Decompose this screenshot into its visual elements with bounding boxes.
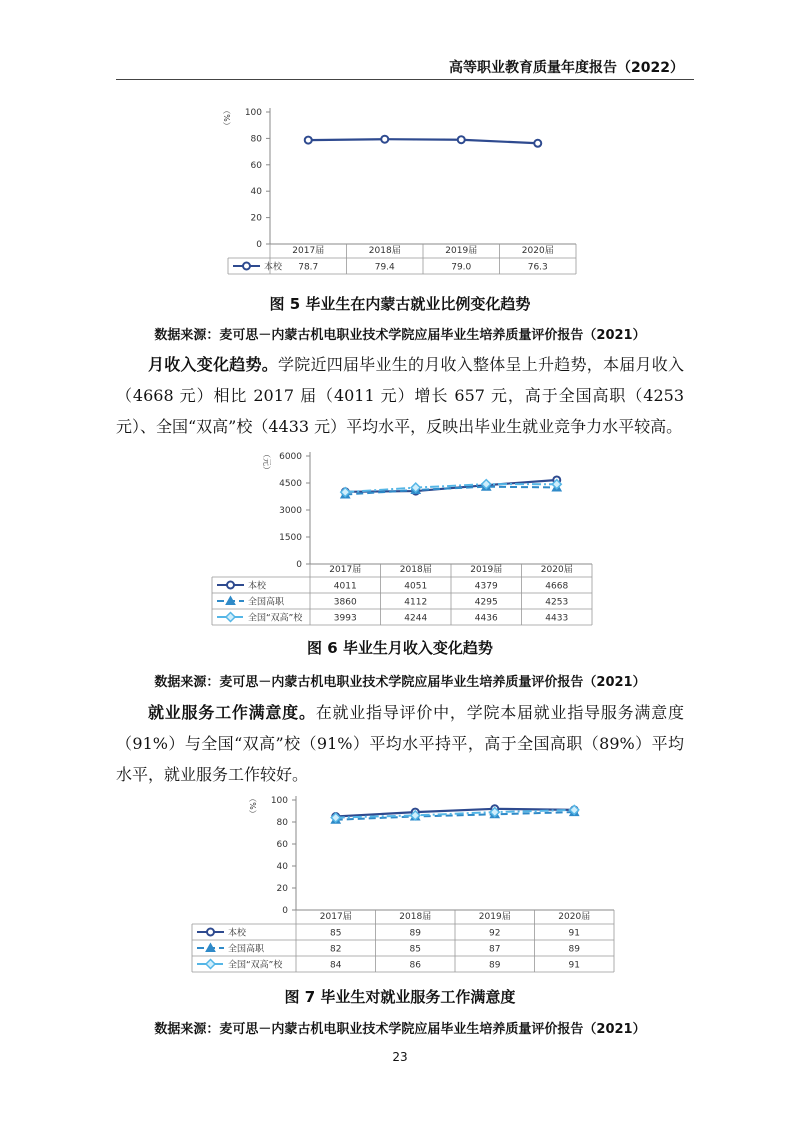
y-unit-label: （%） bbox=[248, 794, 257, 818]
x-category-label: 2019届 bbox=[478, 912, 511, 922]
x-category-label: 2017届 bbox=[292, 246, 325, 256]
paragraph-service-satisfaction bbox=[116, 697, 684, 790]
y-tick-label: 1500 bbox=[279, 533, 302, 543]
data-point bbox=[458, 136, 465, 143]
legend-series-name: 本校 bbox=[248, 581, 267, 592]
data-value-label: 79.4 bbox=[374, 262, 395, 273]
paragraph-monthly-income bbox=[116, 349, 684, 442]
data-value-label: 4295 bbox=[474, 597, 498, 608]
paragraph-text: 在就业指导评价中，学院本届就业指导服务满意度（91%）与全国“双高”校（91%）平均水平持平，高于全国高职（89%）平均水平，就业服务工作较好。 bbox=[116, 703, 684, 784]
y-tick-label: 100 bbox=[244, 108, 262, 118]
legend-series-name: 本校 bbox=[264, 262, 283, 273]
data-value-label: 4433 bbox=[545, 613, 569, 624]
y-unit-label: （%） bbox=[222, 106, 231, 130]
data-value-label: 89 bbox=[489, 960, 501, 971]
data-value-label: 3993 bbox=[333, 613, 357, 624]
figure-6-caption: 图 6 毕业生月收入变化趋势 bbox=[307, 639, 493, 657]
data-value-label: 85 bbox=[330, 928, 342, 939]
data-value-label: 4051 bbox=[404, 581, 428, 592]
paragraph-lead: 就业服务工作满意度。 bbox=[148, 703, 316, 722]
y-tick-label: 20 bbox=[250, 213, 262, 224]
legend-swatch-marker bbox=[243, 263, 250, 270]
legend-series-name: 本校 bbox=[228, 928, 247, 939]
y-tick-label: 20 bbox=[276, 884, 288, 894]
data-value-label: 82 bbox=[330, 944, 342, 955]
data-value-label: 84 bbox=[330, 960, 342, 971]
series-line bbox=[308, 139, 538, 143]
figure-5-source: 数据来源：麦可思－内蒙古机电职业技术学院应届毕业生培养质量评价报告（2021） bbox=[154, 328, 646, 343]
data-value-label: 86 bbox=[409, 960, 421, 971]
page-number: 23 bbox=[392, 1050, 408, 1064]
data-value-label: 91 bbox=[568, 928, 580, 939]
legend-series-name: 全国“双高”校 bbox=[228, 960, 283, 971]
paragraph-text: 学院近四届毕业生的月收入整体呈上升趋势，本届月收入（4668 元）相比 2017 届（4011 元）增长 657 元，高于全国高职（4253 元）、全国“双高”校（4433 元）平均水平，反映出毕业生就业竞争力水平较高。 bbox=[116, 355, 684, 436]
data-value-label: 78.7 bbox=[298, 262, 319, 273]
x-category-label: 2018届 bbox=[368, 246, 401, 256]
data-value-label: 87 bbox=[489, 944, 501, 955]
data-value-label: 4244 bbox=[404, 613, 428, 624]
data-point bbox=[305, 137, 312, 144]
legend-swatch-marker bbox=[207, 929, 214, 936]
x-category-label: 2017届 bbox=[329, 565, 362, 575]
data-value-label: 4379 bbox=[474, 581, 498, 592]
figure-6-source: 数据来源：麦可思－内蒙古机电职业技术学院应届毕业生培养质量评价报告（2021） bbox=[154, 675, 646, 690]
x-category-label: 2020届 bbox=[521, 246, 554, 256]
legend-swatch-marker bbox=[226, 613, 235, 622]
y-tick-label: 60 bbox=[250, 160, 262, 171]
data-value-label: 91 bbox=[568, 960, 580, 971]
chart-monthly-income bbox=[0, 450, 800, 650]
report-title: 高等职业教育质量年度报告（2022） bbox=[449, 60, 684, 76]
legend-series-name: 全国高职 bbox=[248, 597, 285, 608]
x-category-label: 2020届 bbox=[540, 565, 573, 575]
y-tick-label: 0 bbox=[256, 240, 262, 250]
data-point bbox=[534, 140, 541, 147]
legend-series-name: 全国“双高”校 bbox=[248, 613, 303, 624]
data-point bbox=[381, 136, 388, 143]
data-value-label: 76.3 bbox=[527, 262, 548, 273]
paragraph-lead: 月收入变化趋势。 bbox=[148, 355, 278, 374]
x-category-label: 2019届 bbox=[470, 565, 503, 575]
data-value-label: 4011 bbox=[333, 581, 357, 592]
chart-service-satisfaction bbox=[0, 792, 800, 982]
data-value-label: 89 bbox=[409, 928, 421, 939]
y-tick-label: 3000 bbox=[279, 506, 302, 516]
data-value-label: 4253 bbox=[545, 597, 569, 608]
y-tick-label: 80 bbox=[276, 818, 288, 828]
y-tick-label: 100 bbox=[270, 796, 288, 806]
x-category-label: 2020届 bbox=[558, 912, 591, 922]
figure-5-caption: 图 5 毕业生在内蒙古就业比例变化趋势 bbox=[269, 295, 531, 313]
y-tick-label: 4500 bbox=[279, 479, 302, 489]
y-tick-label: 0 bbox=[282, 906, 288, 916]
x-category-label: 2019届 bbox=[445, 246, 478, 256]
data-value-label: 4112 bbox=[404, 597, 428, 608]
y-tick-label: 80 bbox=[250, 134, 262, 145]
y-tick-label: 6000 bbox=[279, 452, 302, 462]
data-value-label: 79.0 bbox=[451, 262, 472, 273]
y-unit-label: （元） bbox=[262, 450, 271, 474]
data-value-label: 89 bbox=[568, 944, 580, 955]
legend-swatch-marker bbox=[206, 960, 215, 969]
legend-swatch-marker bbox=[227, 582, 234, 589]
y-tick-label: 40 bbox=[276, 862, 288, 872]
data-value-label: 85 bbox=[409, 944, 421, 955]
y-tick-label: 60 bbox=[276, 840, 288, 850]
legend-series-name: 全国高职 bbox=[228, 944, 265, 955]
y-tick-label: 0 bbox=[296, 560, 302, 570]
y-tick-label: 40 bbox=[250, 187, 262, 198]
header-divider bbox=[116, 79, 694, 80]
x-category-label: 2018届 bbox=[399, 912, 432, 922]
data-value-label: 3860 bbox=[333, 597, 357, 608]
figure-7-caption: 图 7 毕业生对就业服务工作满意度 bbox=[284, 988, 516, 1006]
data-value-label: 92 bbox=[489, 928, 501, 939]
figure-7-source: 数据来源：麦可思－内蒙古机电职业技术学院应届毕业生培养质量评价报告（2021） bbox=[154, 1022, 646, 1037]
x-category-label: 2017届 bbox=[319, 912, 352, 922]
x-category-label: 2018届 bbox=[399, 565, 432, 575]
data-value-label: 4436 bbox=[474, 613, 498, 624]
data-value-label: 4668 bbox=[545, 581, 569, 592]
